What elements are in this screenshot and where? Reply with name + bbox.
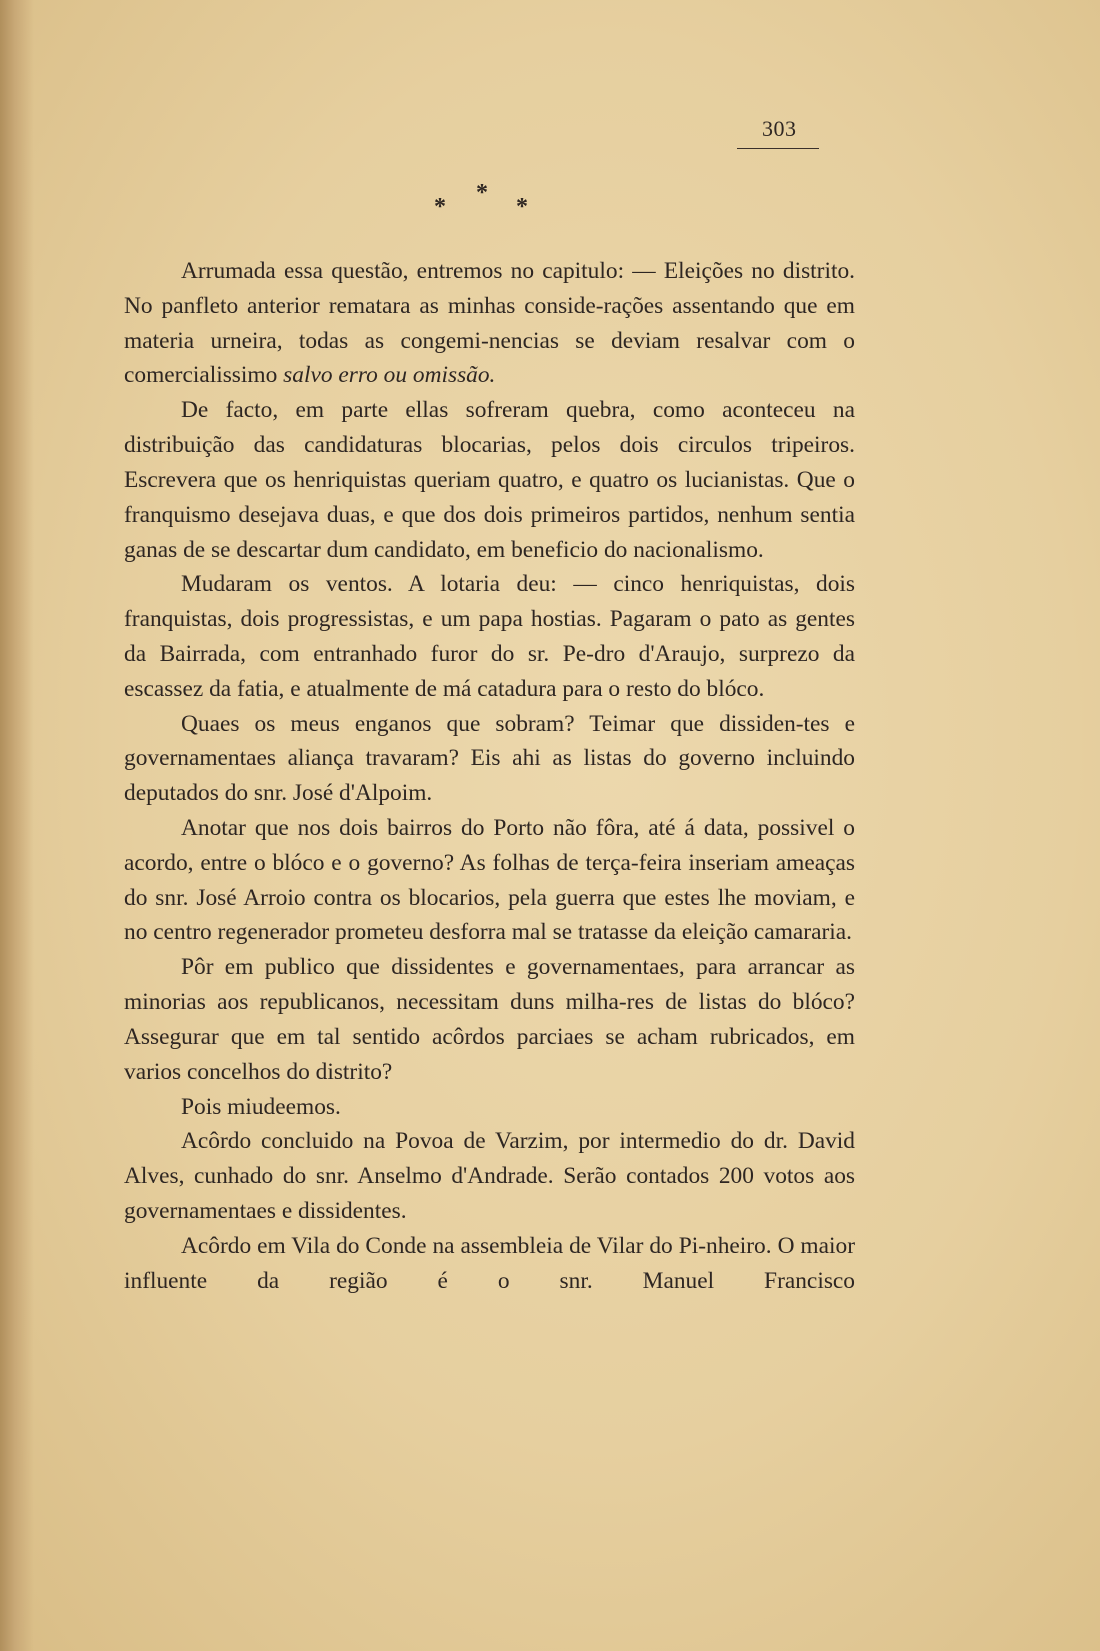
page-number: 303 [762, 116, 797, 141]
paragraph-9: Acôrdo em Vila do Conde na assembleia de Vilar do Pi-nheiro. O maior influente da região é o snr. Manuel Francisco [124, 1232, 855, 1294]
paragraph-4: Quaes os meus enganos que sobram? Teimar que dissiden-tes e governamentaes aliança travaram? Eis ahi as listas do governo incluindo deputados do snr. José d'Alpoim. [124, 710, 855, 807]
paragraph-1 [124, 254, 855, 393]
header-rule [737, 148, 819, 149]
body-text [124, 254, 855, 1298]
paragraph-7: Pois miudeemos. [181, 1093, 341, 1120]
paragraph-5: Anotar que nos dois bairros do Porto não fôra, até á data, possivel o acordo, entre o blóco e o governo? As folhas de terça-feira inseriam ameaças do snr. José Arroio contra os blocarios, pela guerra que estes lhe moviam, e no centro regenerador prometeu desforra mal se tratasse da eleição camararia. [124, 815, 855, 946]
asterisk-left: * [434, 194, 446, 220]
section-break-asterism [430, 180, 550, 220]
paragraph-1-text: Arrumada essa questão, entremos no capitulo: — Eleições no distrito. No panfleto anterior rematara as minhas conside-rações assentando que em materia urneira, todas as congemi-nencias se deviam resalvar com o comercialissimo [124, 258, 855, 389]
paragraph-8: Acôrdo concluido na Povoa de Varzim, por intermedio do dr. David Alves, cunhado do snr. Anselmo d'Andrade. Serão contados 200 votos aos governamentaes e dissidentes. [124, 1128, 855, 1224]
asterisk-top: * [476, 180, 488, 206]
paragraph-3: Mudaram os ventos. A lotaria deu: — cinco henriquistas, dois franquistas, dois progressistas, e um papa hostias. Pagaram o pato as gentes da Bairrada, com entranhado furor do sr. Pe-dro d'Araujo, surprezo da escassez da fatia, e atualmente de má catadura para o resto do blóco. [124, 571, 855, 702]
paragraph-2: De facto, em parte ellas sofreram quebra, como aconteceu na distribuição das candidaturas blocarias, pelos dois circulos tripeiros. Escrevera que os henriquistas queriam quatro, e quatro os lucianistas. Que o franquismo desejava duas, e que dos dois primeiros partidos, nenhum sentia ganas de se descartar dum candidato, em beneficio do nacionalismo. [124, 397, 855, 563]
page-spine-shadow [0, 0, 34, 1651]
asterisk-right: * [516, 194, 528, 220]
paragraph-1-italic: salvo erro ou omissão. [283, 362, 496, 389]
paragraph-6: Pôr em publico que dissidentes e governamentaes, para arrancar as minorias aos republicanos, necessitam duns milha-res de listas do blóco? Assegurar que em tal sentido acôrdos parciaes se acham rubricados, em varios concelhos do distrito? [124, 954, 855, 1085]
